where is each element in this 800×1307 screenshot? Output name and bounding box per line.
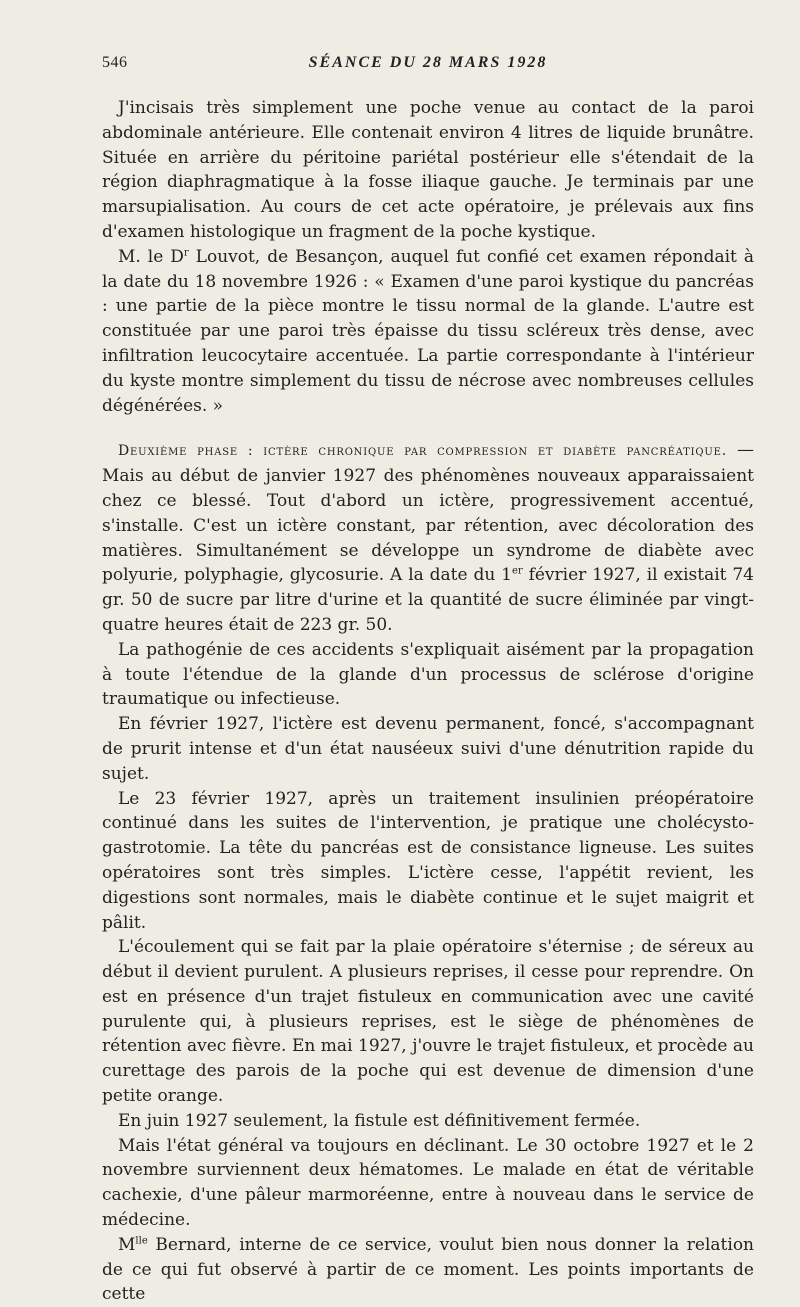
paragraph: L'écoulement qui se fait par la plaie opératoire s'éternise ; de séreux au début il devient purulent. A plusieurs reprises, il cesse pour reprendre. On est en présence d'un trajet fistuleux en communication avec une cavité purulente qui, à plusieurs reprises, est le siège de phénomènes de rétention avec fièvre. En mai 1927, j'ouvre le trajet fistuleux, et procède au curettage des parois de la poche qui est devenue de dimension d'une petite orange. — [102, 937, 754, 1107]
page-number: 546 — [102, 54, 128, 71]
running-title: SÉANCE DU 28 MARS 1928 — [308, 54, 548, 71]
section-heading: Deuxième phase : ictère chronique par compression et diabète pancréatique. — [118, 443, 727, 460]
running-header — [102, 54, 754, 76]
section-paragraph: Deuxième phase : ictère chronique par compression et diabète pancréatique. — Mais au début de janvier 1927 des phénomènes nouveaux apparaissaient chez ce blessé. Tout d'abord un ictère, progressivement accentué, s'installe. C'est un ictère constant, par rétention, avec décoloration des matières. Simultanément se développe un syndrome de diabète avec polyurie, polyphagie, glycosurie. A la date du 1er février 1927, il existait 74 gr. 50 de sucre par litre d'urine et la quantité de sucre éliminée par vingt-quatre heures était de 223 gr. 50. — [102, 440, 755, 635]
paragraph: Mais l'état général va toujours en déclinant. Le 30 octobre 1927 et le 2 novembre surviennent deux hématomes. Le malade en état de véritable cachexie, d'une pâleur marmoréenne, entre à nouveau dans le service de médecine. — [102, 1135, 754, 1231]
paragraph: J'incisais très simplement une poche venue au contact de la paroi abdominale antérieure. Elle contenait environ 4 litres de liquide brunâtre. Située en arrière du péritoine pariétal postérieur elle s'étendait de la région diaphragmatique à la fosse iliaque gauche. Je terminais par une marsupialisation. Au cours de cet acte opératoire, je prélevais aux fins d'examen histologique un fragment de la poche kystique. — [102, 98, 754, 242]
body-text — [102, 96, 754, 1307]
paragraph: M. le $D^r$ Louvot, de Besançon, auquel fut confié cet examen répondait à la date du 18 novembre 1926 : « Examen d'une paroi kystique du pancréas : une partie de la pièce montre le tissu normal de la glande. L'autre est constituée par une paroi très épaisse du tissu scléreux très dense, avec infiltration leucocytaire accentuée. La partie correspondante à l'intérieur du kyste montre simplement du tissu de nécrose avec nombreuses cellules dégénérées. » — [102, 246, 755, 416]
paragraph: Le 23 février 1927, après un traitement insulinien préopératoire continué dans les suites de l'intervention, je pratique une cholécysto-gastrotomie. La tête du pancréas est de consistance ligneuse. Les suites opératoires sont très simples. L'ictère cesse, l'appétit revient, les digestions sont normales, mais le diabète continue et le sujet maigrit et pâlit. — [102, 788, 754, 933]
paragraph: $M^{lle}$ Bernard, interne de ce service, voulut bien nous donner la relation de ce qui fut observé à partir de ce moment. Les points importants de cette — [102, 1234, 754, 1305]
paragraph: La pathogénie de ces accidents s'expliquait aisément par la propagation à toute l'étendue de la glande d'un processus de sclérose d'origine traumatique ou infectieuse. — [102, 639, 754, 710]
paragraph: En juin 1927 seulement, la fistule est définitivement fermée. — [118, 1110, 641, 1131]
paragraph: En février 1927, l'ictère est devenu permanent, foncé, s'accompagnant de prurit intense et d'un état nauséeux suivi d'une dénutrition rapide du sujet. — [102, 714, 754, 784]
